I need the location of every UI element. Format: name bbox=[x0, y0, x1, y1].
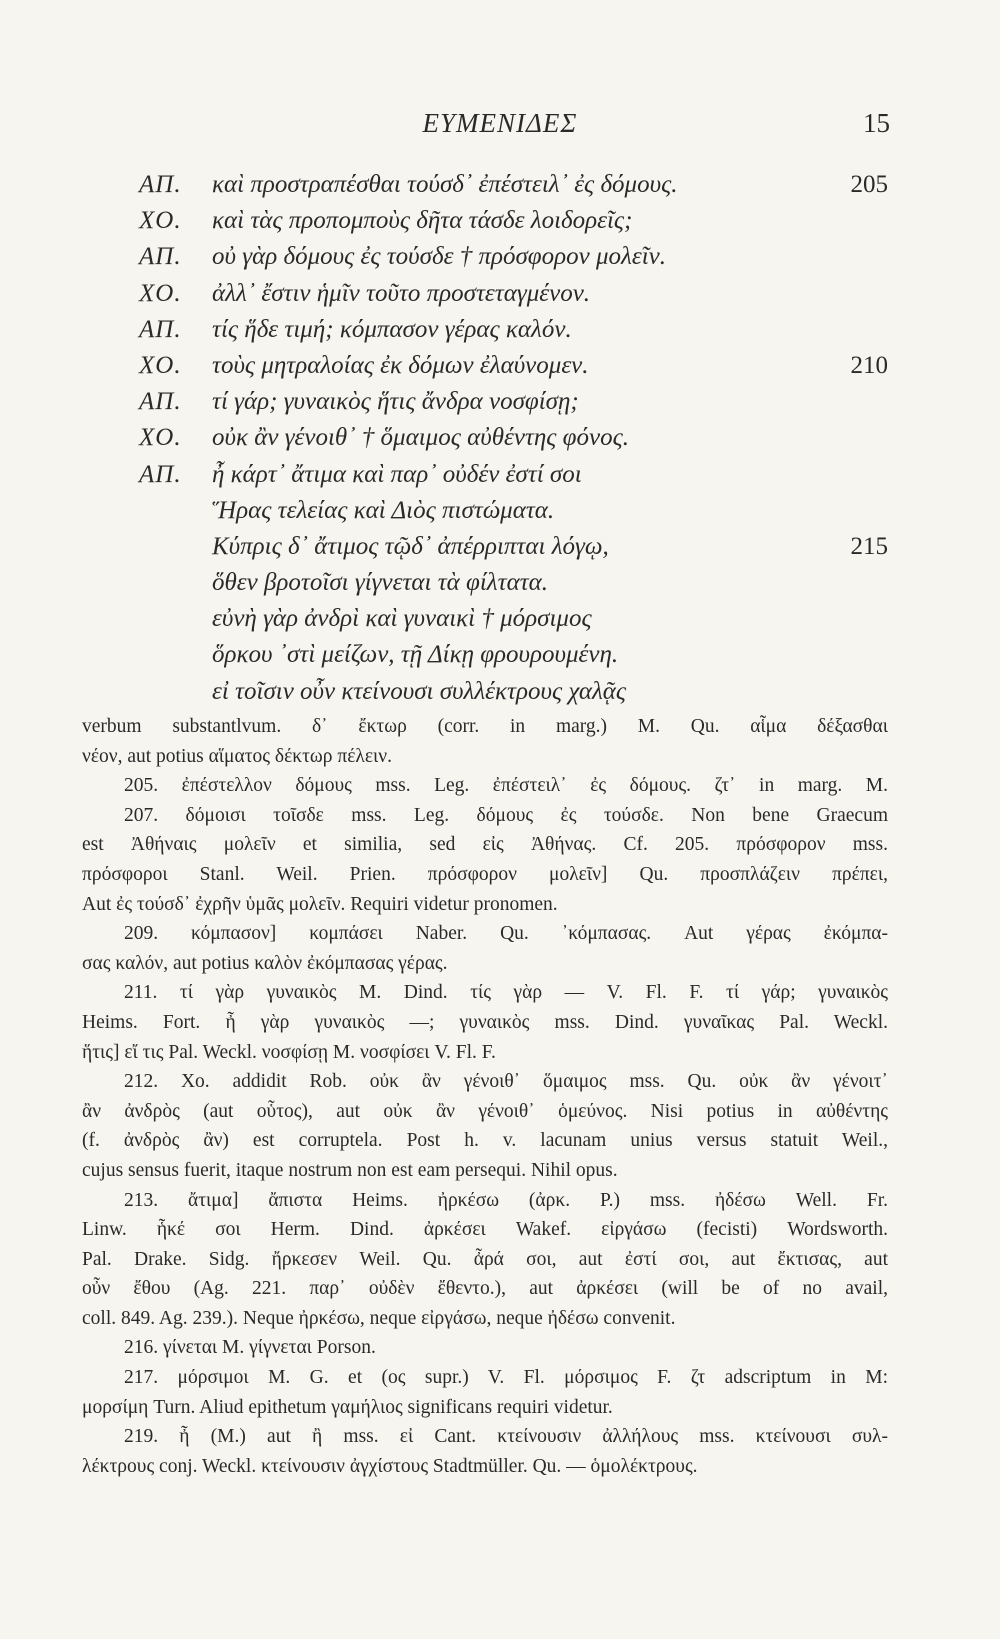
critical-apparatus bbox=[82, 712, 888, 1481]
verse-text: τοὺς μητραλοίας ἐκ δόμων ἐλαύνομεν. bbox=[212, 351, 589, 379]
verse-line bbox=[0, 457, 1000, 493]
note-line: μορσίμη Turn. Aliud epithetum γαμήλιος significans requiri videtur. bbox=[82, 1396, 613, 1418]
note-line: est Ἀθήναις μολεῖν et similia, sed εἰς Ἀθήνας. Cf. 205. πρόσφορον mss. bbox=[82, 834, 888, 856]
verse-line bbox=[0, 420, 1000, 456]
page-number: 15 bbox=[863, 108, 890, 138]
verse-line bbox=[0, 565, 1000, 601]
verse-text: καὶ προστραπέσθαι τούσδ᾽ ἐπέστειλ᾽ ἐς δόμους. bbox=[212, 171, 678, 198]
verse-line bbox=[0, 384, 1000, 420]
note-line: 216. γίνεται M. γίγνεται Porson. bbox=[124, 1337, 376, 1359]
verse-line bbox=[0, 312, 1000, 348]
verse-line bbox=[0, 529, 1000, 565]
verse-text: ἦ κάρτ᾽ ἄτιμα καὶ παρ᾽ οὐδέν ἐστί σοι bbox=[212, 460, 582, 488]
speaker-label: ΧΟ. bbox=[139, 279, 182, 307]
verse-line bbox=[0, 637, 1000, 673]
note-line: coll. 849. Ag. 239.). Neque ἠρκέσω, neque εἰργάσω, neque ἠδέσω convenit. bbox=[82, 1307, 676, 1329]
line-number: 205 bbox=[850, 171, 888, 198]
verse-block bbox=[0, 167, 1000, 710]
verse-line bbox=[0, 276, 1000, 312]
verse-text: τίς ἥδε τιμή; κόμπασον γέρας καλόν. bbox=[212, 315, 572, 343]
page-header bbox=[0, 108, 1000, 148]
speaker-label: ΧΟ. bbox=[139, 424, 182, 452]
note-line: 213. ἄτιμα] ἄπιστα Heims. ἠρκέσω (ἀρκ. P.) mss. ἠδέσω Well. Fr. bbox=[124, 1189, 888, 1211]
note-line: (f. ἀνδρὸς ἂν) est corruptela. Post h. v. lacunam unius versus statuit Weil., bbox=[82, 1130, 888, 1152]
note-line: 211. τί γὰρ γυναικὸς M. Dind. τίς γὰρ — V. Fl. F. τί γάρ; γυναικὸς bbox=[124, 982, 888, 1004]
note-line: Pal. Drake. Sidg. ἤρκεσεν Weil. Qu. ἆρά σοι, aut ἐστί σοι, aut ἔκτισας, aut bbox=[82, 1248, 888, 1270]
verse-text: εἰ τοῖσιν οὖν κτείνουσι συλλέκτρους χαλᾷς bbox=[212, 677, 627, 705]
speaker-label: ΑΠ. bbox=[139, 315, 182, 343]
verse-text: Κύπρις δ᾽ ἄτιμος τῷδ᾽ ἀπέρριπται λόγῳ, bbox=[212, 532, 609, 560]
verse-text: τί γάρ; γυναικὸς ἥτις ἄνδρα νοσφίσῃ; bbox=[212, 388, 579, 416]
verse-text: εὐνὴ γὰρ ἀνδρὶ καὶ γυναικὶ † μόρσιμος bbox=[212, 605, 592, 633]
note-line: 212. Χο. addidit Rob. οὐκ ἂν γένοιθ᾽ ὅμαιμος mss. Qu. οὐκ ἂν γένοιτ᾽ bbox=[124, 1071, 888, 1093]
verse-line bbox=[0, 239, 1000, 275]
verse-line bbox=[0, 601, 1000, 637]
verse-line bbox=[0, 674, 1000, 710]
note-line: 205. ἐπέστελλον δόμους mss. Leg. ἐπέστειλ᾽ ἐς δόμους. ζτ᾽ in marg. M. bbox=[124, 775, 888, 797]
note-line: ἂν ἀνδρὸς (aut οὗτος), aut οὐκ ἂν γένοιθ᾽ ὁμεύνος. Nisi potius in αὐθέντης bbox=[82, 1100, 888, 1122]
note-line: οὖν ἔθου (Ag. 221. παρ᾽ οὐδὲν ἔθεντο.), aut ἀρκέσει (will be of no avail, bbox=[82, 1278, 888, 1300]
speaker-label: ΧΟ. bbox=[139, 351, 182, 379]
speaker-label: ΑΠ. bbox=[139, 171, 182, 198]
note-line: Heims. Fort. ἦ γὰρ γυναικὸς —; γυναικὸς mss. Dind. γυναῖκας Pal. Weckl. bbox=[82, 1011, 888, 1033]
line-number: 215 bbox=[850, 532, 888, 560]
verse-text: καὶ τὰς προπομποὺς δῆτα τάσδε λοιδορεῖς; bbox=[212, 207, 633, 235]
line-number: 210 bbox=[850, 351, 888, 379]
speaker-label: ΑΠ. bbox=[139, 388, 182, 416]
verse-line bbox=[0, 493, 1000, 529]
note-line: σας καλόν, aut potius καλὸν ἐκόμπασας γέρας. bbox=[82, 952, 448, 974]
note-line: 217. μόρσιμοι M. G. et (ος supr.) V. Fl. μόρσιμος F. ζτ adscriptum in M: bbox=[124, 1367, 888, 1389]
verse-text: οὐ γὰρ δόμους ἐς τούσδε † πρόσφορον μολεῖν. bbox=[212, 243, 667, 271]
note-line: πρόσφοροι Stanl. Weil. Prien. πρόσφορον μολεῖν] Qu. προσπλάζειν πρέπει, bbox=[82, 863, 888, 885]
note-line: cujus sensus fuerit, itaque nostrum non est eam persequi. Nihil opus. bbox=[82, 1159, 618, 1181]
verse-text: ἀλλ᾽ ἔστιν ἡμῖν τοῦτο προστεταγμένον. bbox=[212, 279, 591, 307]
running-title: ΕΥΜΕΝΙΔΕΣ bbox=[422, 108, 578, 138]
verse-text: ὅρκου ᾿στὶ μείζων, τῇ Δίκῃ φρουρουμένη. bbox=[212, 641, 619, 669]
note-line: 209. κόμπασον] κομπάσει Naber. Qu. ᾽κόμπασας. Aut γέρας ἐκόμπα- bbox=[124, 923, 888, 945]
verse-line bbox=[0, 167, 1000, 203]
note-line: λέκτρους conj. Weckl. κτείνουσιν ἀγχίστους Stadtmüller. Qu. — ὁμολέκτρους. bbox=[82, 1455, 698, 1477]
note-line: verbum substantlvum. δ᾽ ἔκτωρ (corr. in marg.) M. Qu. αἷμα δέξασθαι bbox=[82, 716, 888, 737]
note-line: νέον, aut potius αἵματος δέκτωρ πέλειν. bbox=[82, 745, 392, 767]
speaker-label: ΧΟ. bbox=[139, 207, 182, 235]
verse-line bbox=[0, 203, 1000, 239]
verse-text: οὐκ ἂν γένοιθ᾽ † ὅμαιμος αὐθέντης φόνος. bbox=[212, 424, 629, 452]
note-line: Linw. ἧκέ σοι Herm. Dind. ἀρκέσει Wakef. εἰργάσω (fecisti) Wordsworth. bbox=[82, 1219, 888, 1241]
note-line: 219. ἦ (M.) aut ἢ mss. εἰ Cant. κτείνουσιν ἀλλήλους mss. κτείνουσι συλ- bbox=[124, 1426, 888, 1448]
verse-text: ὅθεν βροτοῖσι γίγνεται τὰ φίλτατα. bbox=[212, 569, 549, 597]
verse-text: Ἥρας τελείας καὶ Διὸς πιστώματα. bbox=[212, 496, 555, 524]
verse-line bbox=[0, 348, 1000, 384]
speaker-label: ΑΠ. bbox=[139, 460, 182, 488]
note-line: Aut ἐς τούσδ᾽ ἐχρῆν ὑμᾶς μολεῖν. Requiri videtur pronomen. bbox=[82, 893, 558, 915]
note-line: 207. δόμοισι τοῖσδε mss. Leg. δόμους ἐς τούσδε. Non bene Graecum bbox=[124, 804, 888, 826]
note-line: ἥτις] εἴ τις Pal. Weckl. νοσφίσῃ M. νοσφίσει V. Fl. F. bbox=[82, 1041, 496, 1063]
speaker-label: ΑΠ. bbox=[139, 243, 182, 271]
